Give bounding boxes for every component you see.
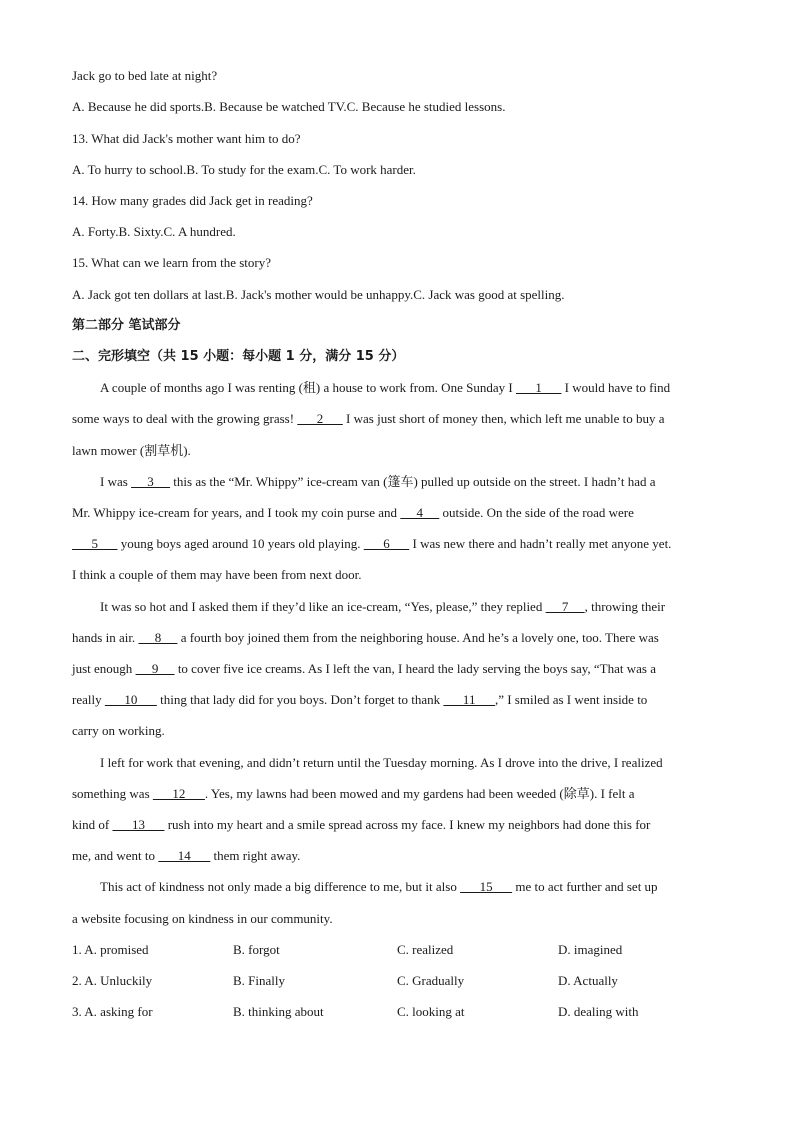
passage-text: some ways to deal with the growing grass! bbox=[72, 411, 298, 426]
option-d: D. imagined bbox=[558, 942, 623, 957]
passage-line bbox=[72, 411, 722, 427]
blank-15: 15 bbox=[460, 879, 513, 894]
option-a: 3. A. asking for bbox=[72, 1004, 153, 1019]
passage-line: carry on working. bbox=[72, 723, 165, 738]
q14-options: A. Forty.B. Sixty.C. A hundred. bbox=[72, 224, 236, 239]
passage-text: thing that lady did for you boys. Don’t forget to thank bbox=[156, 692, 444, 707]
q15-question: 15. What can we learn from the story? bbox=[72, 255, 272, 270]
blank-1: 1 bbox=[515, 380, 562, 395]
option-c: C. looking at bbox=[397, 1004, 465, 1019]
option-row-1 bbox=[72, 942, 732, 958]
passage-text: this as the “Mr. Whippy” ice-cream van (篷车) pulled up outside on the street. I hadn’t had a bbox=[170, 474, 656, 489]
option-c: C. realized bbox=[397, 942, 454, 957]
passage-text: rush into my heart and a smile spread across my face. I knew my neighbors had done this for bbox=[164, 817, 651, 832]
part-title: 第二部分 笔试部分 bbox=[72, 318, 181, 333]
passage-text: just enough bbox=[72, 661, 136, 676]
blank-3: 3 bbox=[131, 474, 171, 489]
passage-line bbox=[100, 879, 722, 895]
passage-text: . Yes, my lawns had been mowed and my gardens had been weeded (除草). I felt a bbox=[204, 786, 635, 801]
blank-8: 8 bbox=[138, 630, 178, 645]
passage-text: young boys aged around 10 years old playing. bbox=[117, 536, 364, 551]
blank-13: 13 bbox=[112, 817, 165, 832]
blank-4: 4 bbox=[400, 505, 440, 520]
option-row-3 bbox=[72, 1004, 732, 1020]
q14-question: 14. How many grades did Jack get in reading? bbox=[72, 193, 313, 208]
blank-2: 2 bbox=[297, 411, 343, 426]
passage-text: A couple of months ago I was renting (租) a house to work from. One Sunday I bbox=[100, 380, 516, 395]
passage-text: something was bbox=[72, 786, 153, 801]
blank-14: 14 bbox=[158, 848, 211, 863]
passage-text: It was so hot and I asked them if they’d like an ice-cream, “Yes, please,” they replied bbox=[100, 599, 546, 614]
passage-line bbox=[72, 630, 722, 646]
passage-text: me to act further and set up bbox=[512, 879, 658, 894]
passage-text: I was bbox=[100, 474, 132, 489]
q12-tail: Jack go to bed late at night? bbox=[72, 68, 218, 83]
passage-line: lawn mower (割草机). bbox=[72, 443, 191, 458]
passage-text: I was just short of money then, which left me unable to buy a bbox=[342, 411, 665, 426]
passage-text: outside. On the side of the road were bbox=[439, 505, 634, 520]
passage-line bbox=[72, 692, 722, 708]
blank-10: 10 bbox=[104, 692, 157, 707]
passage-text: to cover five ice creams. As I left the van, I heard the lady serving the boys say, “That was a bbox=[174, 661, 656, 676]
passage-line bbox=[100, 474, 722, 490]
passage-line bbox=[72, 848, 722, 864]
q13-question: 13. What did Jack's mother want him to do? bbox=[72, 131, 301, 146]
q12-options: A. Because he did sports.B. Because be watched TV.C. Because he studied lessons. bbox=[72, 99, 506, 114]
option-b: B. thinking about bbox=[233, 1004, 324, 1019]
passage-line: a website focusing on kindness in our community. bbox=[72, 911, 333, 926]
q13-options: A. To hurry to school.B. To study for the exam.C. To work harder. bbox=[72, 162, 416, 177]
option-a: 2. A. Unluckily bbox=[72, 973, 153, 988]
passage-text: a fourth boy joined them from the neighboring house. And he’s a lovely one, too. There was bbox=[177, 630, 659, 645]
passage-line: I left for work that evening, and didn’t return until the Tuesday morning. As I drove into the drive, I realized bbox=[100, 755, 663, 770]
passage-line bbox=[72, 661, 722, 677]
passage-text: I was new there and hadn’t really met anyone yet. bbox=[409, 536, 672, 551]
option-d: D. dealing with bbox=[558, 1004, 639, 1019]
passage-line: I think a couple of them may have been from next door. bbox=[72, 567, 362, 582]
passage-line bbox=[72, 505, 722, 521]
blank-7: 7 bbox=[545, 599, 585, 614]
blank-6: 6 bbox=[363, 536, 410, 551]
blank-9: 9 bbox=[135, 661, 175, 676]
option-b: B. Finally bbox=[233, 973, 286, 988]
blank-11: 11 bbox=[443, 692, 495, 707]
passage-line bbox=[100, 380, 722, 396]
passage-text: them right away. bbox=[210, 848, 301, 863]
q15-options: A. Jack got ten dollars at last.B. Jack's mother would be unhappy.C. Jack was good at spelling. bbox=[72, 287, 565, 302]
passage-line bbox=[100, 599, 722, 615]
passage-line bbox=[72, 786, 722, 802]
blank-12: 12 bbox=[152, 786, 205, 801]
passage-text: , throwing their bbox=[584, 599, 666, 614]
option-b: B. forgot bbox=[233, 942, 280, 957]
passage-text: kind of bbox=[72, 817, 113, 832]
blank-5: 5 bbox=[72, 536, 118, 551]
passage-text: me, and went to bbox=[72, 848, 159, 863]
option-a: 1. A. promised bbox=[72, 942, 149, 957]
option-row-2 bbox=[72, 973, 732, 989]
passage-text: really bbox=[72, 692, 105, 707]
passage-line bbox=[72, 817, 722, 833]
passage-line bbox=[72, 536, 722, 552]
option-c: C. Gradually bbox=[397, 973, 465, 988]
cloze-title: 二、完形填空（共 15 小题：每小题 1 分，满分 15 分） bbox=[72, 349, 405, 364]
passage-text: hands in air. bbox=[72, 630, 139, 645]
passage-text: I would have to find bbox=[561, 380, 671, 395]
passage-text: ,” I smiled as I went inside to bbox=[494, 692, 648, 707]
passage-text: Mr. Whippy ice-cream for years, and I took my coin purse and bbox=[72, 505, 401, 520]
option-d: D. Actually bbox=[558, 973, 618, 988]
passage-text: This act of kindness not only made a big difference to me, but it also bbox=[100, 879, 461, 894]
